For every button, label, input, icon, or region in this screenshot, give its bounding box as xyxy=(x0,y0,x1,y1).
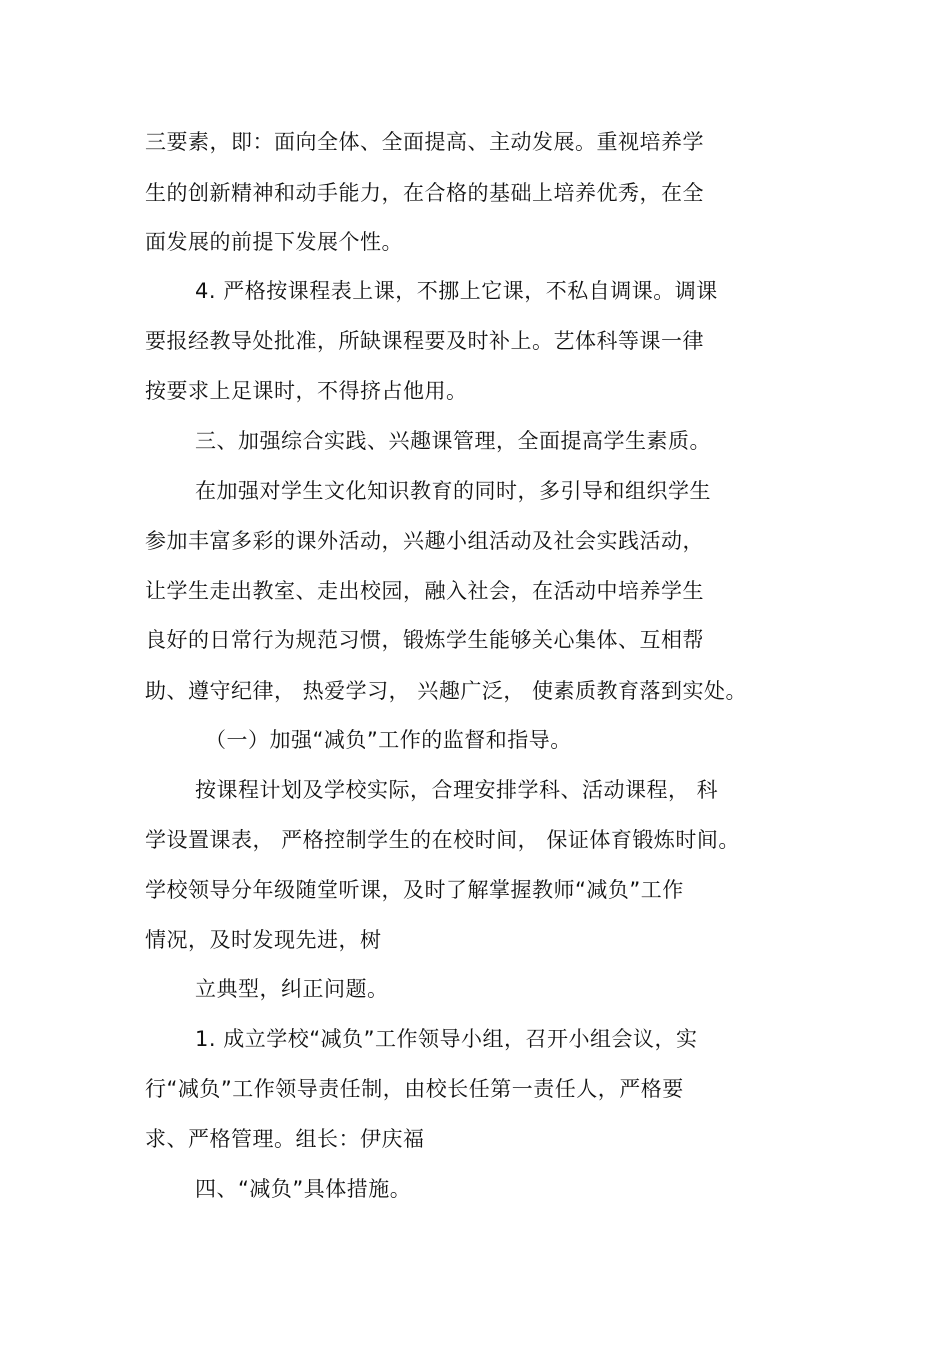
text-line: 让学生走出教室、走出校园，融入社会，在活动中培养学生 xyxy=(145,579,704,603)
text-line: 4. 严格按课程表上课，不挪上它课，不私自调课。调课 xyxy=(195,279,718,303)
text-line: 参加丰富多彩的课外活动，兴趣小组活动及社会实践活动， xyxy=(145,529,704,553)
text-line: 生的创新精神和动手能力，在合格的基础上培养优秀，在全 xyxy=(145,181,704,205)
text-line: 良好的日常行为规范习惯，锻炼学生能够关心集体、互相帮 xyxy=(145,628,704,652)
text-line: 三要素，即：面向全体、全面提高、主动发展。重视培养学 xyxy=(145,130,704,154)
text-line: 学设置课表， 严格控制学生的在校时间， 保证体育锻炼时间。 xyxy=(145,828,740,852)
text-line: 助、遵守纪律， 热爱学习， 兴趣广泛， 使素质教育落到实处。 xyxy=(145,679,748,703)
section-heading: 三、加强综合实践、兴趣课管理，全面提高学生素质。 xyxy=(195,429,711,453)
subsection-heading: （一）加强“减负”工作的监督和指导。 xyxy=(205,728,572,752)
text-line: 学校领导分年级随堂听课，及时了解掌握教师“减负”工作 xyxy=(145,878,684,902)
text-line: 求、严格管理。组长：伊庆福 xyxy=(145,1127,425,1151)
text-line: 情况，及时发现先进，树 xyxy=(145,928,382,952)
text-line: 面发展的前提下发展个性。 xyxy=(145,230,403,254)
text-line: 按要求上足课时，不得挤占他用。 xyxy=(145,379,468,403)
text-line: 1. 成立学校“减负”工作领导小组，召开小组会议，实 xyxy=(195,1027,698,1051)
section-heading: 四、“减负”具体措施。 xyxy=(195,1177,412,1201)
text-line: 在加强对学生文化知识教育的同时，多引导和组织学生 xyxy=(195,479,711,503)
text-line: 要报经教导处批准，所缺课程要及时补上。艺体科等课一律 xyxy=(145,329,704,353)
text-line: 行“减负”工作领导责任制，由校长任第一责任人，严格要 xyxy=(145,1077,684,1101)
text-line: 按课程计划及学校实际，合理安排学科、活动课程， 科 xyxy=(195,778,719,802)
text-line: 立典型，纠正问题。 xyxy=(195,977,389,1001)
